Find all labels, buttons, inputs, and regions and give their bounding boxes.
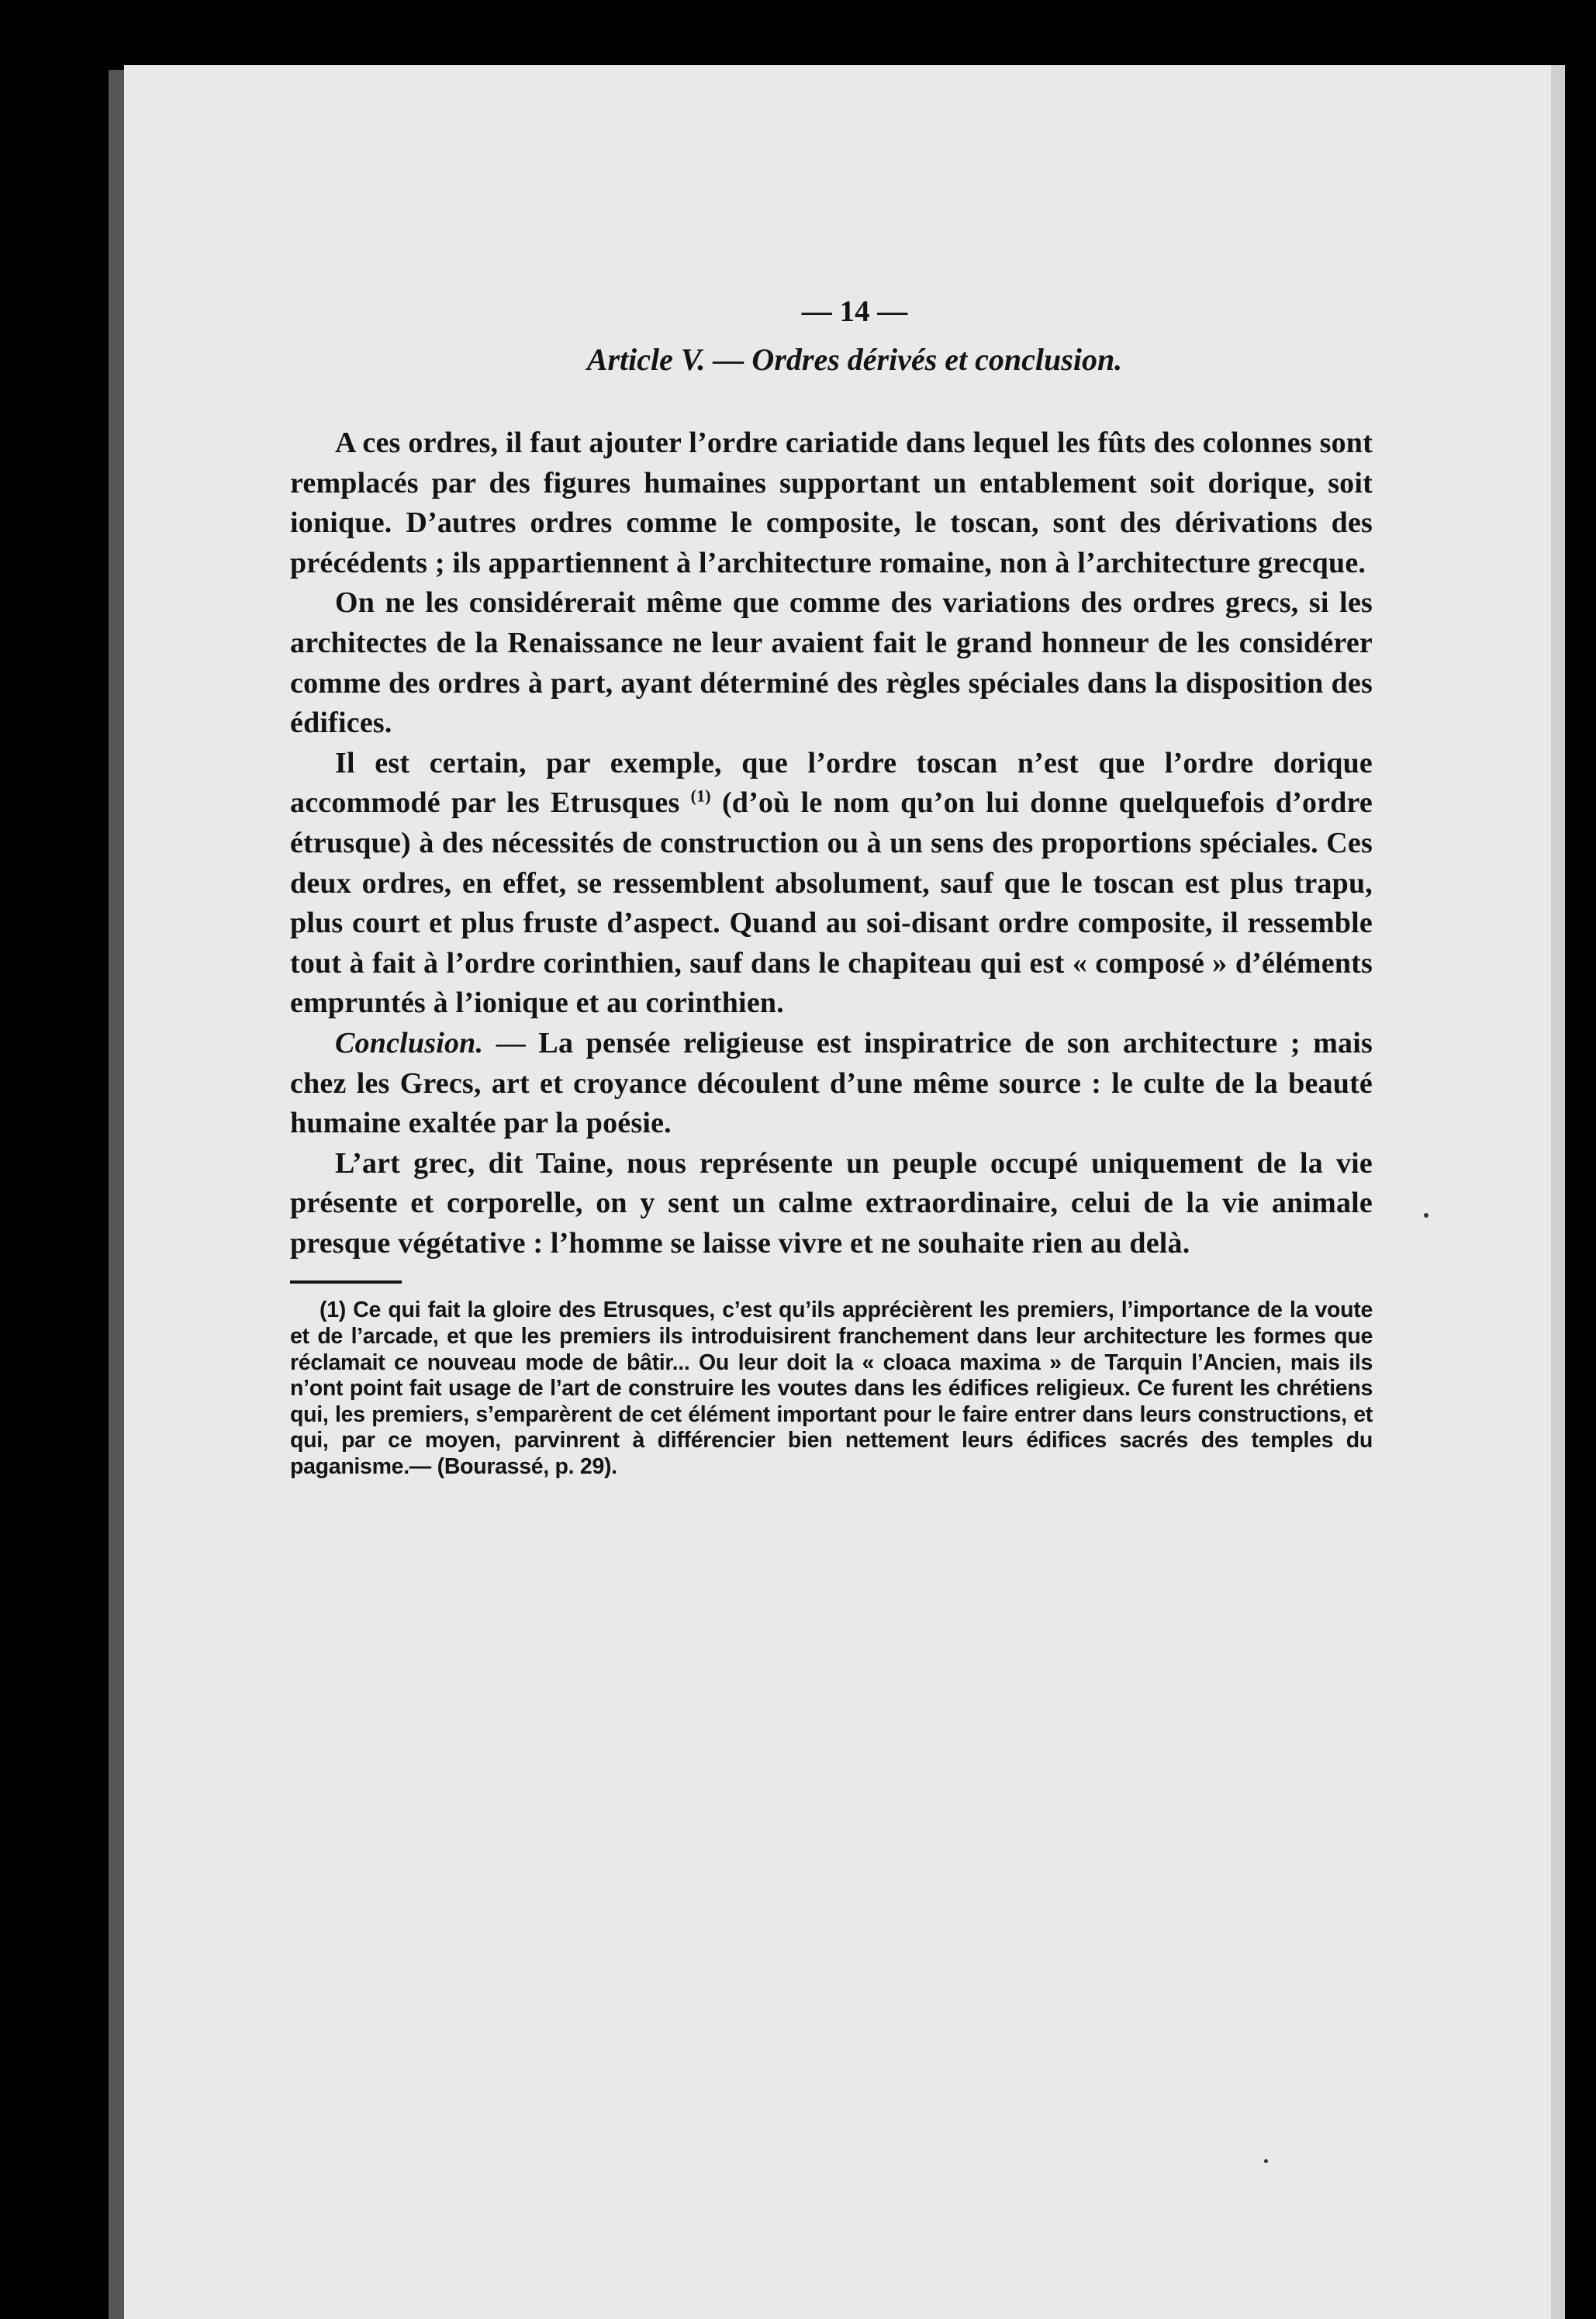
footnote-reference-mark: (1) (690, 786, 711, 806)
footnote-separator (290, 1280, 402, 1284)
article-heading: Article V. — Ordres dérivés et conclusion. (586, 342, 1123, 377)
page-gutter (109, 70, 124, 2319)
paragraph-3-text-before-note: Il est certain, par exemple, que l’ordre toscan n’est que l’ordre dorique accommodé par les Etrusques (290, 746, 1373, 820)
conclusion-label: Conclusion. (335, 1026, 484, 1059)
paragraph-2: On ne les considérerait même que comme des variations des ordres grecs, si les architectes de la Renaissance ne leur avaient fait le grand honneur de les considérer comme des ordres à part, ayant déterminé des règles spéciales dans la disposition des édifices. (290, 586, 1373, 740)
conclusion-text: — La pensée religieuse est inspiratrice de son architecture ; mais chez les Grecs, art et croyance découlent d’une même source : le culte de la beauté humaine exaltée par la poésie. (290, 1026, 1373, 1140)
paragraph-5: L’art grec, dit Taine, nous représente un peuple occupé uniquement de la vie présente et corporelle, on y sent un calme extraordinaire, celui de la vie animale presque végétative : l’homme se laisse vivre et ne souhaite rien au delà. (290, 1146, 1373, 1260)
paragraph-3 (290, 744, 1373, 1024)
page-edge-shadow (1551, 65, 1565, 2319)
scan-speck (1424, 1213, 1428, 1218)
page-number: — 14 — (801, 295, 908, 328)
footnote: (1) Ce qui fait la gloire des Etrusques, c’est qu’ils apprécièrent les premiers, l’importance de la voute et de l’arcade, et que les premiers ils introduisirent franchement dans leur architecture les formes que réclamait ce nouveau mode de bâtir... Ou leur doit la « cloaca maxima » de Tarquin l’Ancien, mais ils n’ont point fait usage de l’art de construire les voutes dans les édifices religieux. Ce furent les chrétiens qui, les premiers, s’emparèrent de cet élément important pour le faire entrer dans leurs constructions, et qui, par ce moyen, parvinrent à différencier bien nettement leurs édifices sacrés des temples du paganisme.— (Bourassé, p. 29). (290, 1298, 1373, 1480)
page-text-block (290, 225, 1373, 1481)
paragraph-1: A ces ordres, il faut ajouter l’ordre cariatide dans lequel les fûts des colonnes sont remplacés par des figures humaines supportant un entablement soit dorique, soit ionique. D’autres ordres comme le composite, le toscan, sont des dérivations des précédents ; ils appartiennent à l’architecture romaine, non à l’architecture grecque. (290, 427, 1373, 579)
scan-speck (1264, 2159, 1268, 2163)
paragraph-conclusion (290, 1024, 1373, 1144)
paragraph-3-text-after-note: (d’où le nom qu’on lui donne quelquefois d’ordre étrusque) à des nécessités de construction ou à un sens des proportions spéciales. Ces deux ordres, en effet, se ressemblent absolument, sauf que le toscan est plus trapu, plus court et plus fruste d’aspect. Quand au soi-disant ordre composite, il ressemble tout à fait à l’ordre corinthien, sauf dans le chapiteau qui est « composé » d’éléments empruntés à l’ionique et au corinthien. (290, 786, 1373, 1020)
